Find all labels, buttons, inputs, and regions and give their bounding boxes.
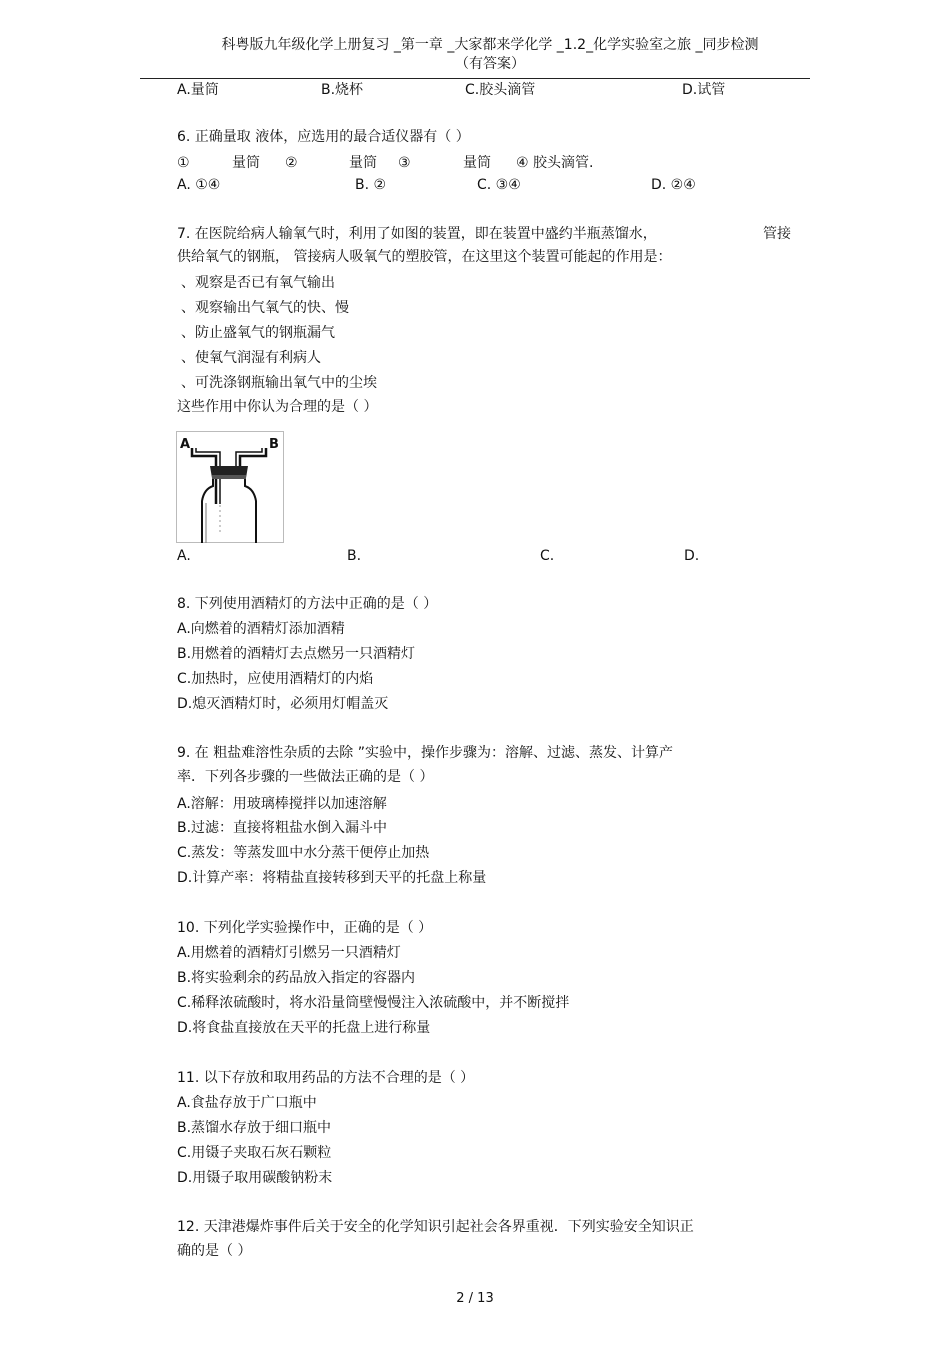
page-number: 2 / 13 [456,1291,494,1306]
q5-option-a: A.量筒 [177,82,219,98]
q6-item-3-text: 量筒 [463,155,491,171]
q5-option-c: C.胶头滴管 [465,82,536,98]
q7-option-d: D. [684,548,700,564]
header-subtitle: （有答案） [455,56,525,72]
q10-option-c: C.稀释浓硫酸时，将水沿量筒壁慢慢注入浓硫酸中，并不断搅拌 [177,995,570,1011]
q8-stem: 8. 下列使用酒精灯的方法中正确的是（ ） [177,596,438,612]
q10-stem: 10. 下列化学实验操作中，正确的是（ ） [177,920,433,936]
q6-option-b: B. ② [355,177,387,193]
inlet-label: A [180,437,191,452]
q7-use-5: 、可洗涤钢瓶输出氧气中的尘埃 [181,375,377,391]
q6-item-2-text: 量筒 [349,155,377,171]
q7-use-4: 、使氧气润湿有利病人 [181,350,321,366]
q8-option-c: C.加热时，应使用酒精灯的内焰 [177,671,374,687]
q9-stem-line2: 率．下列各步骤的一些做法正确的是（ ） [177,769,434,785]
gas-bottle-figure [176,431,284,543]
header-rule [140,78,810,79]
q7-use-3: 、防止盛氧气的钢瓶漏气 [181,325,335,341]
q6-option-c: C. ③④ [477,177,521,193]
q11-option-c: C.用镊子夹取石灰石颗粒 [177,1145,332,1161]
q6-option-a: A. ①④ [177,177,221,193]
q6-item-3: ③ [398,155,411,171]
q5-option-b: B.烧杯 [321,82,364,98]
q7-stem-line1-end: 管接 [763,226,791,242]
q8-option-a: A.向燃着的酒精灯添加酒精 [177,621,345,637]
header-title: 科粤版九年级化学上册复习 _第一章 _大家都来学化学 _1.2_化学实验室之旅 _同步检测 [221,37,759,53]
q8-option-b: B.用燃着的酒精灯去点燃另一只酒精灯 [177,646,416,662]
q7-option-a: A. [177,548,191,564]
q6-item-2: ② [285,155,298,171]
q7-option-b: B. [347,548,362,564]
outlet-label: B [269,437,279,452]
q10-option-b: B.将实验剩余的药品放入指定的容器内 [177,970,416,986]
q6-item-1-text: 量筒 [232,155,260,171]
q9-option-a: A.溶解：用玻璃棒搅拌以加速溶解 [177,796,387,812]
q9-stem-line1: 9. 在 粗盐难溶性杂质的去除 ”实验中，操作步骤为：溶解、过滤、蒸发、计算产 [177,745,673,761]
q11-option-a: A.食盐存放于广口瓶中 [177,1095,317,1111]
q7-option-c: C. [540,548,555,564]
q8-option-d: D.熄灭酒精灯时，必须用灯帽盖灭 [177,696,389,712]
q11-option-d: D.用镊子取用碳酸钠粉末 [177,1170,333,1186]
q6-stem: 6. 正确量取 液体，应选用的最合适仪器有（ ） [177,129,470,145]
q6-item-4: ④ 胶头滴管. [516,155,594,171]
q6-item-1: ① [177,155,190,171]
gas-bottle-diagram [176,431,284,543]
q7-use-2: 、观察输出气氧气的快、慢 [181,300,349,316]
q7-question: 这些作用中你认为合理的是（ ） [177,399,378,415]
q7-use-1: 、观察是否已有氧气输出 [181,275,335,291]
q11-stem: 11. 以下存放和取用药品的方法不合理的是（ ） [177,1070,475,1086]
q11-option-b: B.蒸馏水存放于细口瓶中 [177,1120,332,1136]
q9-option-d: D.计算产率：将精盐直接转移到天平的托盘上称量 [177,870,487,886]
q7-stem-line2: 供给氧气的钢瓶， 管接病人吸氧气的塑胶管，在这里这个装置可能起的作用是： [177,249,672,265]
q9-option-b: B.过滤：直接将粗盐水倒入漏斗中 [177,820,388,836]
q10-option-a: A.用燃着的酒精灯引燃另一只酒精灯 [177,945,401,961]
q10-option-d: D.将食盐直接放在天平的托盘上进行称量 [177,1020,431,1036]
q12-stem-line1: 12. 天津港爆炸事件后关于安全的化学知识引起社会各界重视．下列实验安全知识正 [177,1219,694,1235]
q5-option-d: D.试管 [682,82,726,98]
q12-stem-line2: 确的是（ ） [177,1243,252,1259]
q7-stem-line1: 7. 在医院给病人输氧气时，利用了如图的装置，即在装置中盛约半瓶蒸馏水， [177,226,657,242]
q6-option-d: D. ②④ [651,177,696,193]
q9-option-c: C.蒸发：等蒸发皿中水分蒸干便停止加热 [177,845,430,861]
